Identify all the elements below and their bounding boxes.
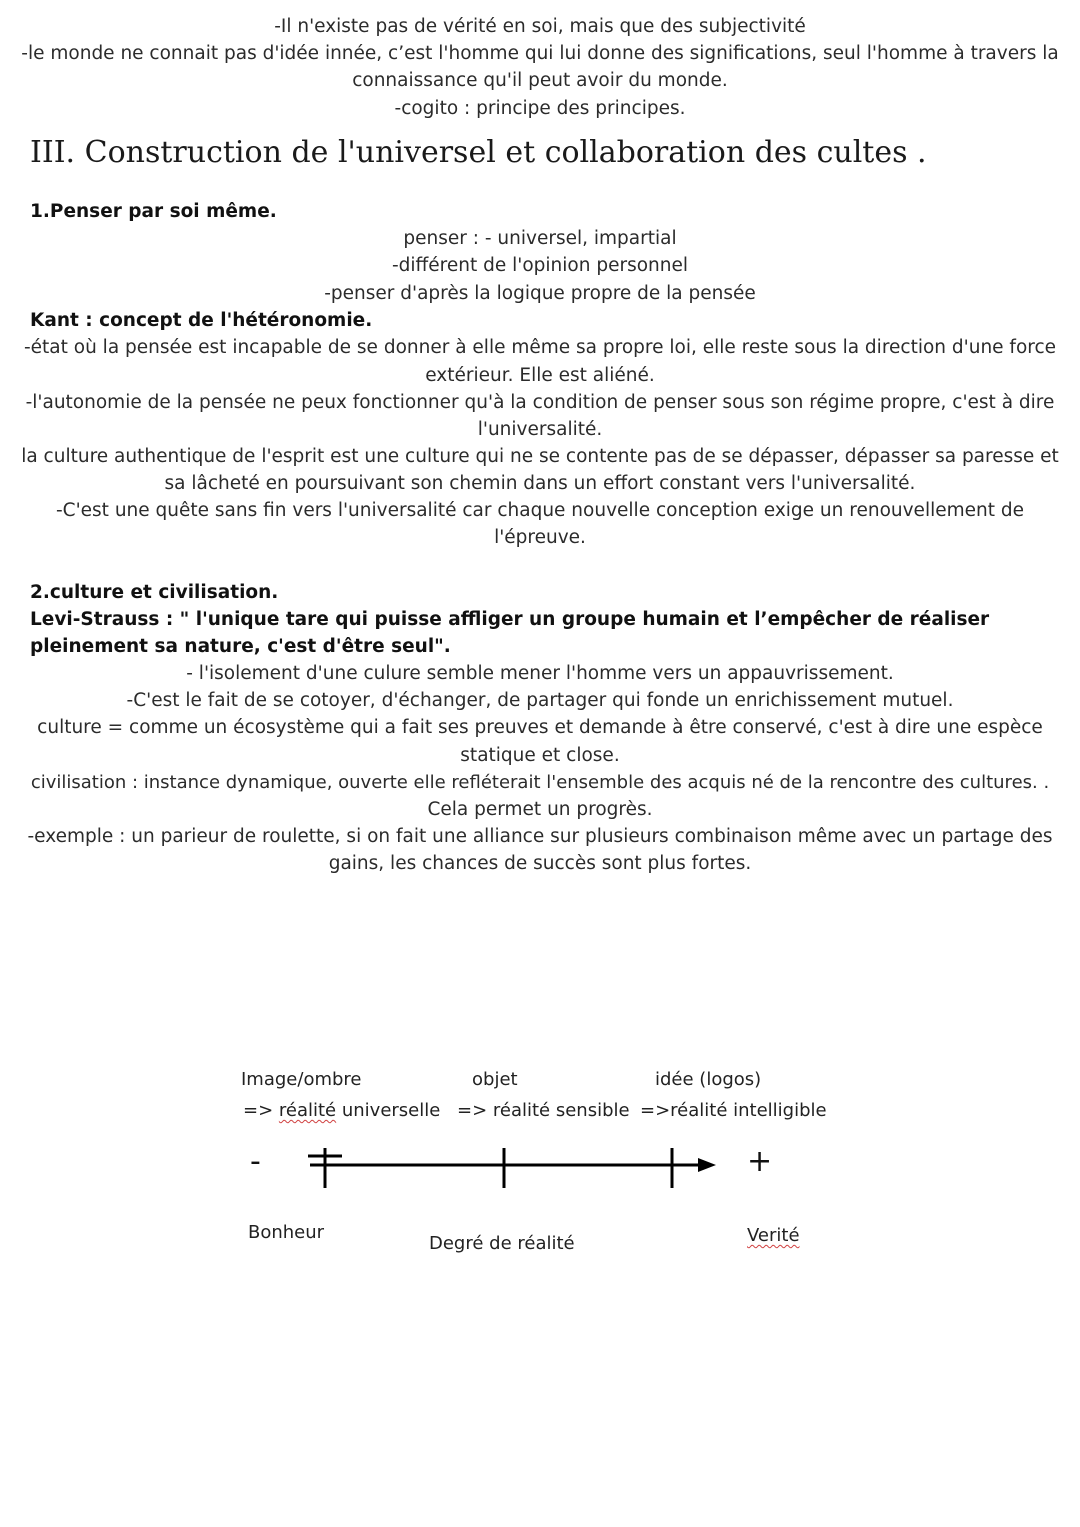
label-realite-intelligible: =>réalité intelligible: [640, 1100, 827, 1121]
kant-line-5: la culture authentique de l'esprit est une culture qui ne se contente pas de se dépasser, dépasser sa paresse et: [21, 446, 1059, 467]
section-title: III. Construction de l'universel et collaboration des cultes .: [30, 135, 927, 170]
kant-line-6: sa lâcheté en poursuivant son chemin dans un effort constant vers l'universalité.: [164, 473, 916, 494]
kant-line-3: -l'autonomie de la pensée ne peux fonctionner qu'à la condition de penser sous son régime propre, c'est à dire: [25, 392, 1055, 413]
civ-line-2: -C'est le fait de se cotoyer, d'échanger, de partager qui fonde un enrichissement mutuel.: [126, 690, 954, 711]
penser-line-3: -penser d'après la logique propre de la pensée: [324, 283, 756, 304]
caption-verite: Verité: [747, 1225, 800, 1246]
label-objet: objet: [472, 1069, 518, 1090]
intro-line-1: -Il n'existe pas de vérité en soi, mais que des subjectivité: [274, 16, 806, 37]
kant-line-4: l'universalité.: [477, 419, 603, 440]
quote-line-2: pleinement sa nature, c'est d'être seul".: [30, 636, 451, 657]
intro-line-3: connaissance qu'il peut avoir du monde.: [352, 70, 728, 91]
label-realite-universelle: => réalité universelle: [243, 1100, 441, 1121]
quote-line-1: Levi-Strauss : " l'unique tare qui puisse affliger un groupe humain et l’empêcher de réaliser: [30, 609, 990, 630]
kant-line-8: l'épreuve.: [494, 527, 586, 548]
kant-heading: Kant : concept de l'hétéronomie.: [30, 310, 373, 331]
plus-sign: +: [747, 1144, 773, 1179]
intro-line-2: -le monde ne connait pas d'idée innée, c’est l'homme qui lui donne des significations, seul l'homme à travers la: [21, 43, 1059, 64]
part2-heading: 2.culture et civilisation.: [30, 582, 279, 603]
kant-line-1: -état où la pensée est incapable de se donner à elle même sa propre loi, elle reste sous la direction d'une force: [23, 337, 1057, 358]
penser-line-2: -différent de l'opinion personnel: [391, 255, 688, 276]
civ-line-7: -exemple : un parieur de roulette, si on fait une alliance sur plusieurs combinaison même avec un partage des: [27, 826, 1053, 847]
civ-line-1: - l'isolement d'une culure semble mener l'homme vers un appauvrissement.: [186, 663, 894, 684]
civ-line-8: gains, les chances de succès sont plus fortes.: [328, 853, 752, 874]
kant-line-7: -C'est une quête sans fin vers l'universalité car chaque nouvelle conception exige un renouvellement de: [55, 500, 1024, 521]
civ-line-5: civilisation : instance dynamique, ouverte elle refléterait l'ensemble des acquis né de la rencontre des cultures. .: [30, 772, 1050, 793]
axis-arrowhead: [698, 1158, 716, 1172]
penser-line-1: penser : - universel, impartial: [403, 228, 677, 249]
label-idee-logos: idée (logos): [655, 1069, 762, 1090]
civ-line-3: culture = comme un écosystème qui a fait ses preuves et demande à être conservé, c'est à dire une espèce: [37, 717, 1043, 738]
civ-line-6: Cela permet un progrès.: [427, 799, 653, 820]
caption-degre-de-realite: Degré de réalité: [429, 1233, 575, 1254]
label-realite-sensible: => réalité sensible: [457, 1100, 630, 1121]
intro-line-4: -cogito : principe des principes.: [394, 98, 686, 119]
reality-degree-diagram: [230, 1060, 850, 1280]
caption-bonheur: Bonheur: [248, 1222, 325, 1243]
part1-heading: 1.Penser par soi même.: [30, 201, 277, 222]
label-image-ombre: Image/ombre: [241, 1069, 362, 1090]
civ-line-4: statique et close.: [460, 745, 620, 766]
kant-line-2: extérieur. Elle est aliéné.: [425, 365, 655, 386]
minus-sign: -: [250, 1144, 261, 1179]
realite-underlined: réalité: [278, 1100, 337, 1121]
